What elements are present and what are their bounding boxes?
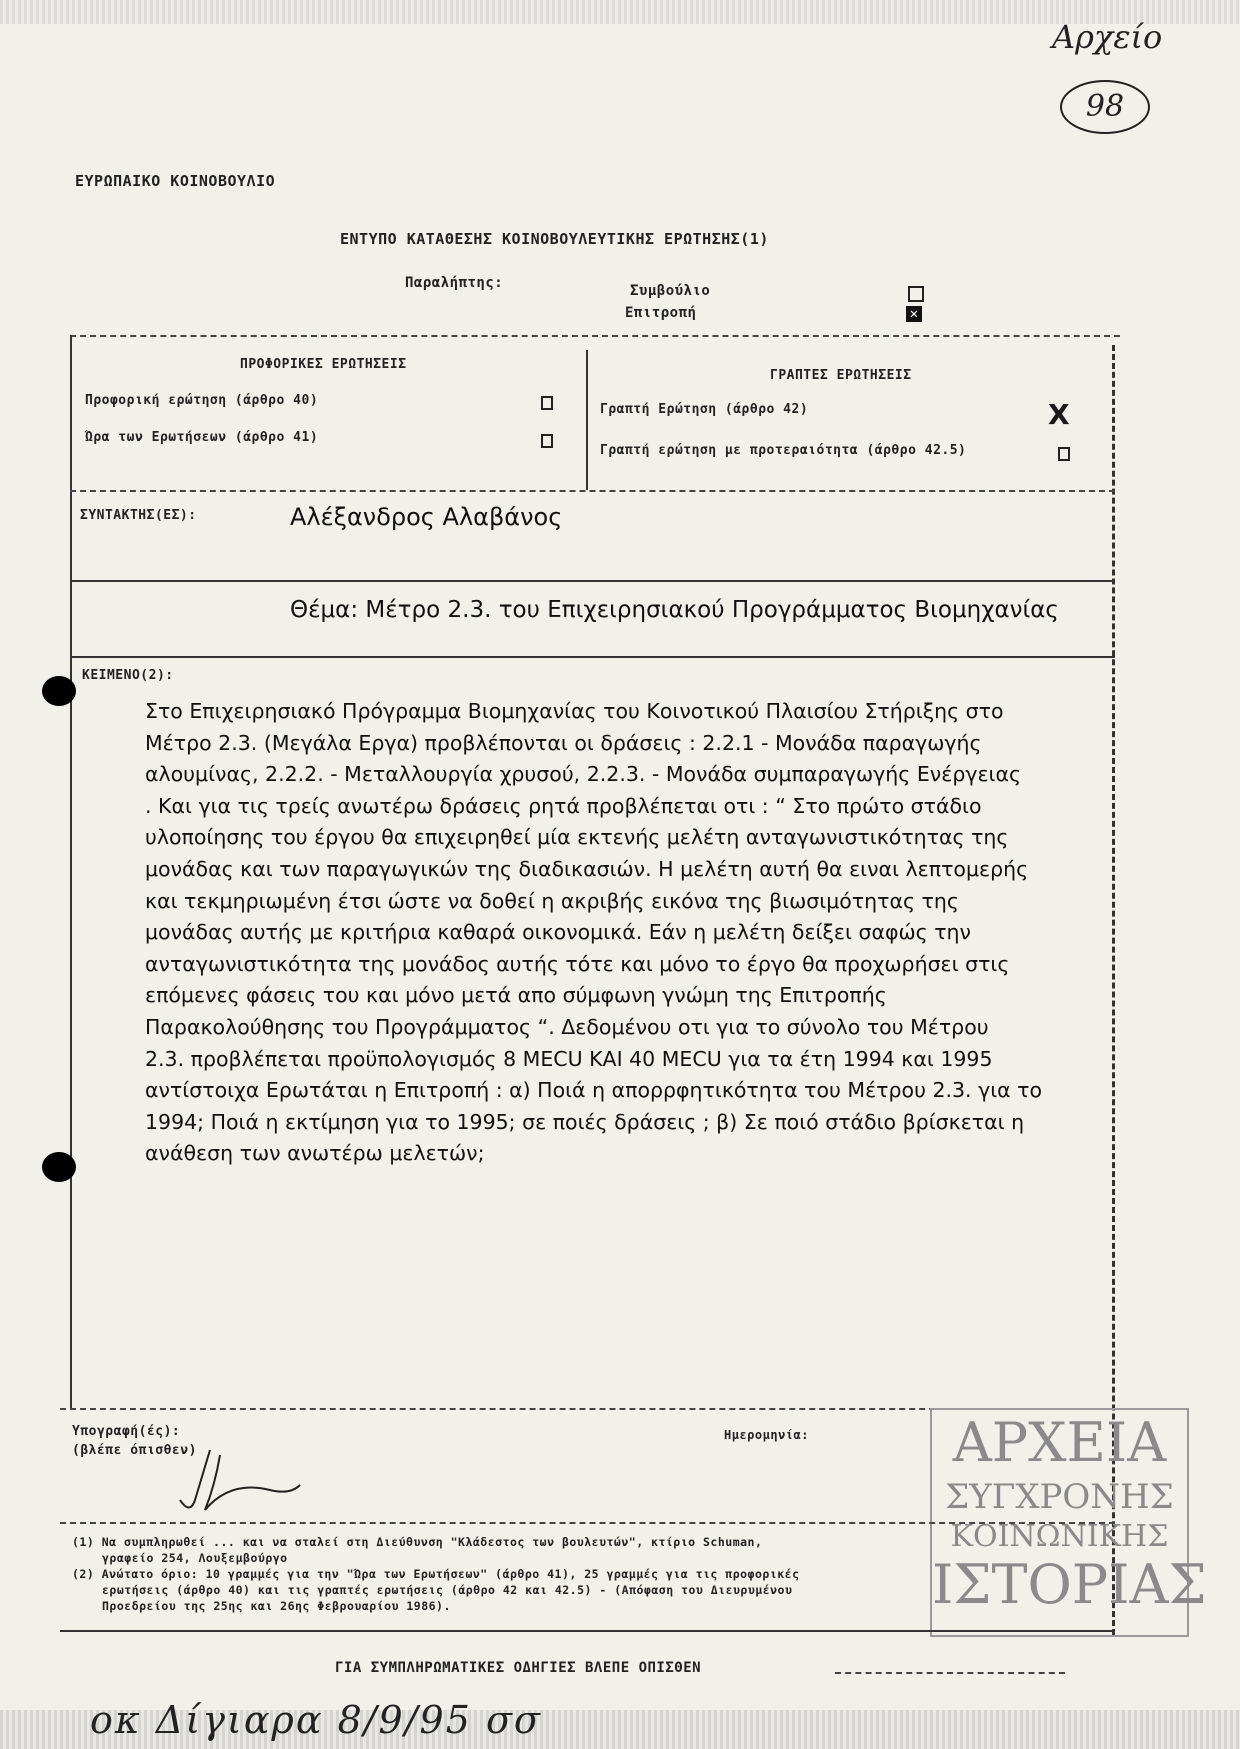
punch-hole-bottom xyxy=(42,1152,76,1182)
priority-question-label: Γραπτή ερώτηση με προτεραιότητα (άρθρο 42.5) xyxy=(600,443,967,458)
handwritten-note: οκ Δίγιαρα 8/9/95 σσ xyxy=(90,1698,542,1742)
text-line: μονάδας αυτής με κριτήρια καθαρά οικονομικά. Εάν η μελέτη δείξει σαφώς την xyxy=(145,920,971,945)
text-line: 1994; Ποιά η εκτίμηση για το 1995; σε ποιές δράσεις ; β) Σε ποιό στάδιο βρίσκεται η xyxy=(145,1109,1025,1134)
footnote-line: γραφείο 254, Λουξεμβούργο xyxy=(102,1551,288,1565)
text-line: . Και για τις τρείς ανωτέρω δράσεις ρητά προβλέπεται οτι : “ Στο πρώτο στάδιο xyxy=(145,793,982,818)
author-bottom-line xyxy=(70,580,1115,582)
subject-bottom-line xyxy=(70,656,1115,658)
text-line: Στο Επιχειρησιακό Πρόγραμμα Βιομηχανίας του Κοινοτικού Πλαισίου Στήριξης στο xyxy=(145,699,1004,723)
text-line: Μέτρο 2.3. (Μεγάλα Εργα) προβλέπονται οι δράσεις : 2.2.1 - Μονάδα παραγωγής xyxy=(145,730,982,755)
archive-word: Αρχείο xyxy=(1052,18,1163,56)
subject-value: : Μέτρο 2.3. του Επιχειρησιακού Προγράμματος Βιομηχανίας xyxy=(350,597,1059,623)
section-divider xyxy=(586,350,588,490)
written-questions-title: ΓΡΑΠΤΕΣ ΕΡΩΤΗΣΕΙΣ xyxy=(770,368,912,383)
form-title: ΕΝΤΥΠΟ ΚΑΤΑΘΕΣΗΣ ΚΟΙΝΟΒΟΥΛΕΥΤΙΚΗΣ ΕΡΩΤΗΣΗΣ(1) xyxy=(340,230,769,248)
question-time-label: Ώρα των Ερωτήσεων (άρθρο 41) xyxy=(85,430,319,445)
subject-line xyxy=(290,597,1059,623)
footnote-top-line xyxy=(60,1522,1115,1524)
author-value: Αλέξανδρος Αλαβάνος xyxy=(290,503,563,531)
footer-note-line xyxy=(835,1672,1065,1674)
question-text xyxy=(145,696,1100,1170)
oral-question-checkbox[interactable] xyxy=(541,396,553,410)
oral-questions-title: ΠΡΟΦΟΡΙΚΕΣ ΕΡΩΤΗΣΕΙΣ xyxy=(240,357,407,372)
signature-label: Υπογραφή(ές): xyxy=(72,1424,181,1439)
recipient-option-commission: Επιτροπή xyxy=(625,305,697,321)
written-question-label: Γραπτή Ερώτηση (άρθρο 42) xyxy=(600,402,809,417)
text-line: μονάδας και των παραγωγικών της διαδικασιών. Η μελέτη αυτή θα ειναι λεπτομερής xyxy=(145,856,1029,881)
stamp-line-2: ΣΥΓΧΡΟΝΗΣ xyxy=(945,1477,1174,1517)
punch-hole-top xyxy=(42,676,76,706)
text-line: 2.3. προβλέπεται προϋπολογισμός 8 MECU ΚΑΙ 40 MECU για τα έτη 1994 και 1995 xyxy=(145,1046,993,1071)
footnote-line: (2) Ανώτατο όριο: 10 γραμμές για την "Ώρα των Ερωτήσεων" (άρθρο 41), 25 γραμμές για τις προφορικές xyxy=(72,1567,800,1581)
text-line: αντίστοιχα Ερωτάται η Επιτροπή : α) Ποιά η απορρφητικότητα του Μέτρου 2.3. για το xyxy=(145,1078,1043,1103)
footnotes xyxy=(72,1534,1112,1614)
stamp-line-3: ΚΟΙΝΩΝΙΚΗΣ xyxy=(950,1519,1169,1554)
author-label: ΣΥΝΤΑΚΤΗΣ(ΕΣ): xyxy=(80,508,197,523)
commission-checkbox-checked[interactable]: ✕ xyxy=(906,306,922,322)
stamp-line-1: ΑΡΧΕΙΑ xyxy=(952,1411,1167,1474)
org-name: ΕΥΡΩΠΑΙΚΟ ΚΟΙΝΟΒΟΥΛΙΟ xyxy=(75,172,276,190)
footer-note: ΓΙΑ ΣΥΜΠΛΗΡΩΜΑΤΙΚΕΣ ΟΔΗΓΙΕΣ ΒΛΕΠΕ ΟΠΙΣΘΕΝ xyxy=(335,1660,702,1676)
subject-label: Θέμα xyxy=(290,597,351,623)
text-line: και τεκμηριωμένη έτσι ώστε να δοθεί η ακριβής εικόνα της βιωσιμότητας της xyxy=(145,888,959,913)
question-time-checkbox[interactable] xyxy=(541,434,553,448)
section-bottom-line xyxy=(70,490,1115,492)
date-label: Ημερομηνία: xyxy=(724,1428,809,1442)
archive-number xyxy=(1060,80,1150,134)
footnote-bottom-line xyxy=(60,1630,1115,1632)
frame-top xyxy=(70,335,1120,337)
text-line: Παρακολούθησης του Προγράμματος “. Δεδομένου οτι για το σύνολο του Μέτρου xyxy=(145,1014,989,1039)
text-line: υλοποίησης του έργου θα επιχειρηθεί μία εκτενής μελέτη ανταγωνιστικότητας της xyxy=(145,825,1009,850)
stamp-line-4: ΙΣΤΟΡΙΑΣ xyxy=(932,1553,1207,1616)
signature-scribble xyxy=(150,1440,310,1520)
footnote-line: Προεδρείου της 25ης και 26ης Φεβρουαρίου 1986). xyxy=(102,1599,451,1613)
frame-left xyxy=(70,335,72,1410)
written-question-mark[interactable]: X xyxy=(1048,398,1070,431)
signature-note: (βλέπε όπισθεν) xyxy=(72,1443,197,1458)
text-line: ανάθεση των ανωτέρω μελετών; xyxy=(145,1141,485,1166)
oral-question-label: Προφορική ερώτηση (άρθρο 40) xyxy=(85,393,319,408)
footnote-line: (1) Να συμπληρωθεί ... και να σταλεί στη Διεύθυνση "Κλάδεστος των βουλευτών", κτίριο Schuman, xyxy=(72,1535,763,1549)
text-label: ΚΕΙΜΕΝΟ(2): xyxy=(82,668,174,683)
text-line: αλουμίνας, 2.2.2. - Μεταλλουργία χρυσού, 2.2.3. - Μονάδα συμπαραγωγής Ενέργειας xyxy=(145,762,1022,787)
priority-question-checkbox[interactable] xyxy=(1058,447,1070,461)
archive-number-text: 98 xyxy=(1085,89,1125,124)
recipient-label: Παραλήπτης: xyxy=(405,275,504,291)
text-line: επόμενες φάσεις του και μόνο μετά απο σύμφωνη γνώμη της Επιτροπής xyxy=(145,983,887,1008)
recipient-option-council: Συμβούλιο xyxy=(630,283,711,299)
footnote-line: ερωτήσεις (άρθρο 40) και τις γραπτές ερωτήσεις (άρθρο 42 και 42.5) - (Απόφαση του Διευρυμένου xyxy=(102,1583,793,1597)
text-line: ανταγωνιστικότητα της μονάδος αυτής τότε και μόνο το έργο θα προχωρήσει στις xyxy=(145,951,1010,976)
council-checkbox[interactable] xyxy=(908,286,924,302)
